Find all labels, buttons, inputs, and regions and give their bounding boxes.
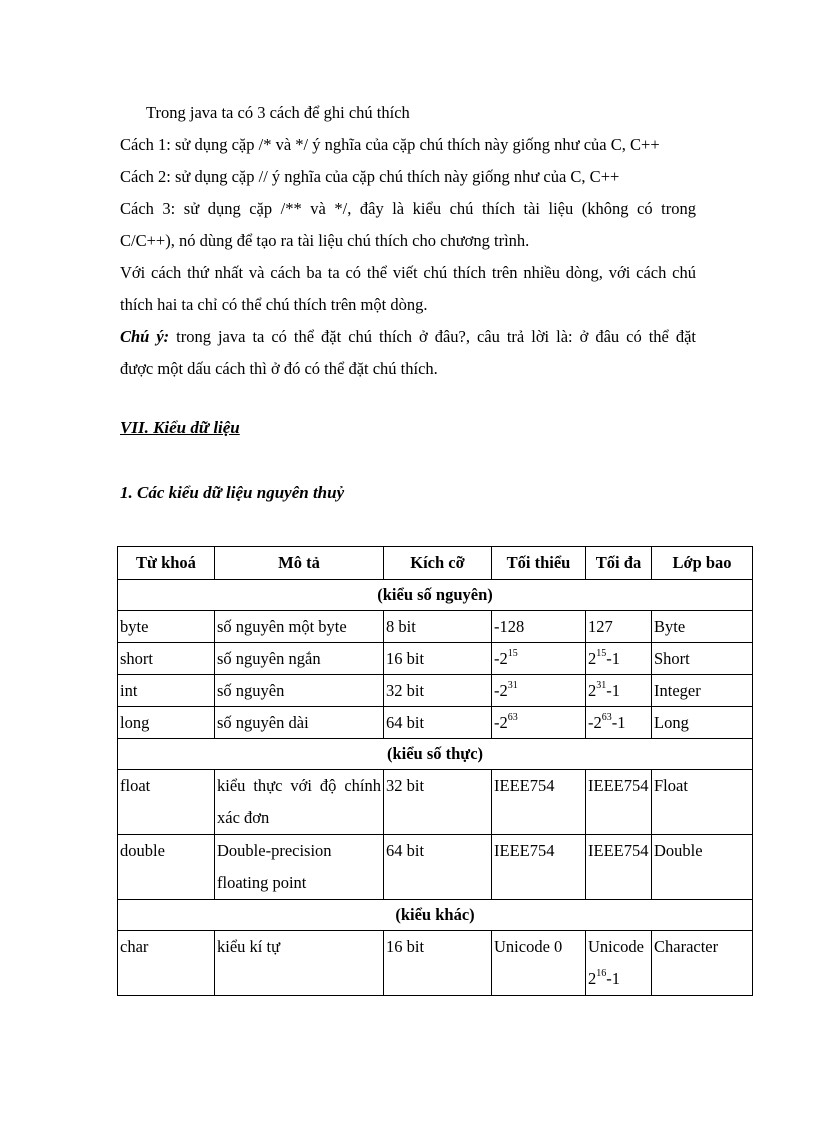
- header-description: Mô tả: [215, 547, 384, 580]
- cell-size: 32 bit: [384, 675, 492, 707]
- cell-min: Unicode 0: [492, 931, 586, 996]
- cell-min: IEEE754: [492, 770, 586, 835]
- max-tail: -1: [611, 713, 626, 732]
- cell-min: [492, 675, 586, 707]
- cell-keyword: short: [118, 643, 215, 675]
- method-3-line-2: C/C++), nó dùng để tạo ra tài liệu chú thích cho chương trình.: [120, 231, 530, 250]
- max-exponent: 63: [601, 712, 612, 723]
- multiline-line-2: thích hai ta chỉ có thể chú thích trên một dòng.: [120, 295, 428, 314]
- cell-wrapper: Byte: [652, 611, 753, 643]
- table-row: [118, 611, 753, 643]
- min-base: -2: [494, 649, 508, 668]
- group-real: (kiểu số thực): [118, 739, 753, 770]
- cell-description: Double-precision floating point: [215, 835, 384, 900]
- cell-max: [586, 675, 652, 707]
- header-max: Tối đa: [586, 547, 652, 580]
- cell-size: 16 bit: [384, 931, 492, 996]
- min-exponent: 63: [507, 712, 518, 723]
- cell-keyword: double: [118, 835, 215, 900]
- group-row: [118, 739, 753, 770]
- max-exponent: 16: [596, 968, 607, 979]
- cell-min: -128: [492, 611, 586, 643]
- note-line-1: [120, 321, 696, 353]
- cell-size: 32 bit: [384, 770, 492, 835]
- max-base: Unicode 2: [588, 937, 644, 988]
- max-exponent: 31: [596, 680, 607, 691]
- min-base: -2: [494, 713, 508, 732]
- group-row: [118, 900, 753, 931]
- group-other: (kiểu khác): [118, 900, 753, 931]
- cell-description: kiểu thực với độ chính xác đơn: [215, 770, 384, 835]
- max-base: -2: [588, 713, 602, 732]
- cell-size: 16 bit: [384, 643, 492, 675]
- cell-min: [492, 707, 586, 739]
- group-row: [118, 580, 753, 611]
- method-1: Cách 1: sử dụng cặp /* và */ ý nghĩa của cặp chú thích này giống như của C, C++: [120, 135, 660, 154]
- cell-description: kiểu kí tự: [215, 931, 384, 996]
- header-min: Tối thiểu: [492, 547, 586, 580]
- cell-keyword: byte: [118, 611, 215, 643]
- cell-max: 127: [586, 611, 652, 643]
- table-row: [118, 675, 753, 707]
- table-row: [118, 835, 753, 900]
- max-tail: -1: [606, 681, 620, 700]
- cell-max: [586, 931, 652, 996]
- table-header-row: [118, 547, 753, 580]
- max-tail: -1: [606, 969, 620, 988]
- table-row: [118, 770, 753, 835]
- comments-section: [120, 97, 696, 385]
- cell-wrapper: Character: [652, 931, 753, 996]
- method-3-line-1: Cách 3: sử dụng cặp /** và */, đây là kiểu chú thích tài liệu (không có trong: [120, 199, 696, 218]
- group-integer: (kiểu số nguyên): [118, 580, 753, 611]
- cell-keyword: char: [118, 931, 215, 996]
- cell-size: 8 bit: [384, 611, 492, 643]
- max-base: 2: [588, 649, 597, 668]
- cell-keyword: float: [118, 770, 215, 835]
- cell-wrapper: Float: [652, 770, 753, 835]
- max-tail: -1: [606, 649, 620, 668]
- subsection-heading: 1. Các kiểu dữ liệu nguyên thuỷ: [120, 483, 345, 502]
- section-heading: VII. Kiểu dữ liệu: [120, 418, 240, 437]
- cell-max: [586, 643, 652, 675]
- cell-description: số nguyên: [215, 675, 384, 707]
- cell-description: số nguyên ngắn: [215, 643, 384, 675]
- cell-wrapper: Short: [652, 643, 753, 675]
- cell-keyword: long: [118, 707, 215, 739]
- table-row: [118, 707, 753, 739]
- cell-wrapper: Integer: [652, 675, 753, 707]
- cell-max: [586, 707, 652, 739]
- cell-description: số nguyên một byte: [215, 611, 384, 643]
- note-line-2: được một dấu cách thì ở đó có thể đặt chú thích.: [120, 359, 438, 378]
- cell-wrapper: Long: [652, 707, 753, 739]
- cell-description: số nguyên dài: [215, 707, 384, 739]
- cell-size: 64 bit: [384, 707, 492, 739]
- multiline-line-1: Với cách thứ nhất và cách ba ta có thể viết chú thích trên nhiều dòng, với cách chú: [120, 263, 696, 282]
- min-base: -2: [494, 681, 508, 700]
- intro-line: Trong java ta có 3 cách để ghi chú thích: [146, 103, 410, 122]
- min-exponent: 31: [507, 680, 518, 691]
- cell-min: [492, 643, 586, 675]
- header-keyword: Từ khoá: [118, 547, 215, 580]
- table-row: [118, 643, 753, 675]
- header-size: Kích cỡ: [384, 547, 492, 580]
- method-2: Cách 2: sử dụng cặp // ý nghĩa của cặp chú thích này giống như của C, C++: [120, 167, 620, 186]
- cell-keyword: int: [118, 675, 215, 707]
- header-wrapper: Lớp bao: [652, 547, 753, 580]
- cell-wrapper: Double: [652, 835, 753, 900]
- min-exponent: 15: [507, 648, 518, 659]
- primitive-types-table: [117, 546, 753, 996]
- max-exponent: 15: [596, 648, 607, 659]
- max-base: 2: [588, 681, 597, 700]
- table-row: [118, 931, 753, 996]
- note-text: trong java ta có thể đặt chú thích ở đâu?, câu trả lời là: ở đâu có thể đặt: [169, 327, 696, 346]
- cell-size: 64 bit: [384, 835, 492, 900]
- cell-max: IEEE754: [586, 770, 652, 835]
- cell-max: IEEE754: [586, 835, 652, 900]
- cell-min: IEEE754: [492, 835, 586, 900]
- note-label: Chú ý:: [120, 327, 170, 346]
